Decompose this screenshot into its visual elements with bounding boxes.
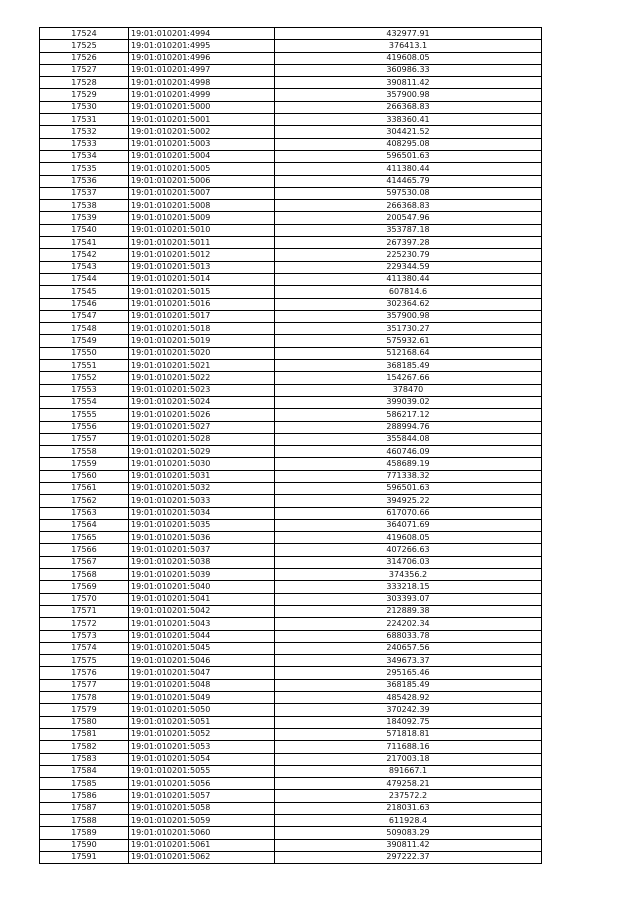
table-row <box>40 175 542 187</box>
table-row <box>40 692 542 704</box>
table-row <box>40 52 542 64</box>
row-number-cell: 17553 <box>40 384 129 396</box>
cadastral-number-cell: 19:01:010201:5048 <box>129 679 275 691</box>
value-cell: 217003.18 <box>275 753 542 765</box>
row-number-cell: 17534 <box>40 150 129 162</box>
cadastral-number-cell: 19:01:010201:5041 <box>129 593 275 605</box>
row-number-cell: 17585 <box>40 778 129 790</box>
cadastral-number-cell: 19:01:010201:5047 <box>129 667 275 679</box>
value-cell: 376413.1 <box>275 40 542 52</box>
row-number-cell: 17577 <box>40 679 129 691</box>
table-row <box>40 114 542 126</box>
row-number-cell: 17570 <box>40 593 129 605</box>
row-number-cell: 17569 <box>40 581 129 593</box>
value-cell: 357900.98 <box>275 89 542 101</box>
value-cell: 218031.63 <box>275 802 542 814</box>
table-row <box>40 532 542 544</box>
cadastral-number-cell: 19:01:010201:4995 <box>129 40 275 52</box>
data-table <box>39 27 542 864</box>
row-number-cell: 17572 <box>40 618 129 630</box>
table-row <box>40 495 542 507</box>
cadastral-number-cell: 19:01:010201:5027 <box>129 421 275 433</box>
row-number-cell: 17565 <box>40 532 129 544</box>
table-row <box>40 765 542 777</box>
row-number-cell: 17555 <box>40 409 129 421</box>
row-number-cell: 17588 <box>40 815 129 827</box>
cadastral-number-cell: 19:01:010201:5032 <box>129 482 275 494</box>
table-row <box>40 778 542 790</box>
value-cell: 225230.79 <box>275 249 542 261</box>
row-number-cell: 17567 <box>40 556 129 568</box>
row-number-cell: 17551 <box>40 360 129 372</box>
cadastral-number-cell: 19:01:010201:5044 <box>129 630 275 642</box>
cadastral-number-cell: 19:01:010201:5050 <box>129 704 275 716</box>
table-row <box>40 544 542 556</box>
table-row <box>40 851 542 863</box>
value-cell: 611928.4 <box>275 815 542 827</box>
row-number-cell: 17537 <box>40 187 129 199</box>
row-number-cell: 17582 <box>40 741 129 753</box>
cadastral-number-cell: 19:01:010201:5008 <box>129 200 275 212</box>
table-row <box>40 310 542 322</box>
cadastral-number-cell: 19:01:010201:5055 <box>129 765 275 777</box>
cadastral-number-cell: 19:01:010201:5062 <box>129 851 275 863</box>
table-row <box>40 273 542 285</box>
row-number-cell: 17568 <box>40 569 129 581</box>
row-number-cell: 17584 <box>40 765 129 777</box>
cadastral-number-cell: 19:01:010201:5038 <box>129 556 275 568</box>
row-number-cell: 17541 <box>40 237 129 249</box>
cadastral-number-cell: 19:01:010201:5042 <box>129 605 275 617</box>
cadastral-number-cell: 19:01:010201:4999 <box>129 89 275 101</box>
cadastral-number-cell: 19:01:010201:5059 <box>129 815 275 827</box>
table-row <box>40 679 542 691</box>
row-number-cell: 17528 <box>40 77 129 89</box>
cadastral-number-cell: 19:01:010201:5058 <box>129 802 275 814</box>
cadastral-number-cell: 19:01:010201:5001 <box>129 114 275 126</box>
table-row <box>40 433 542 445</box>
cadastral-number-cell: 19:01:010201:5014 <box>129 273 275 285</box>
row-number-cell: 17560 <box>40 470 129 482</box>
value-cell: 399039.02 <box>275 396 542 408</box>
row-number-cell: 17538 <box>40 200 129 212</box>
cadastral-number-cell: 19:01:010201:5005 <box>129 163 275 175</box>
value-cell: 364071.69 <box>275 519 542 531</box>
cadastral-number-cell: 19:01:010201:5018 <box>129 323 275 335</box>
row-number-cell: 17571 <box>40 605 129 617</box>
cadastral-number-cell: 19:01:010201:5054 <box>129 753 275 765</box>
value-cell: 357900.98 <box>275 310 542 322</box>
value-cell: 597530.08 <box>275 187 542 199</box>
cadastral-number-cell: 19:01:010201:5030 <box>129 458 275 470</box>
value-cell: 212889.38 <box>275 605 542 617</box>
value-cell: 479258.21 <box>275 778 542 790</box>
value-cell: 351730.27 <box>275 323 542 335</box>
row-number-cell: 17579 <box>40 704 129 716</box>
table-row <box>40 187 542 199</box>
value-cell: 432977.91 <box>275 28 542 40</box>
table-row <box>40 605 542 617</box>
table-row <box>40 581 542 593</box>
cadastral-number-cell: 19:01:010201:5017 <box>129 310 275 322</box>
table-row <box>40 200 542 212</box>
table-row <box>40 286 542 298</box>
row-number-cell: 17543 <box>40 261 129 273</box>
table-row <box>40 261 542 273</box>
row-number-cell: 17533 <box>40 138 129 150</box>
table-row <box>40 753 542 765</box>
table-row <box>40 790 542 802</box>
cadastral-number-cell: 19:01:010201:5013 <box>129 261 275 273</box>
cadastral-number-cell: 19:01:010201:5022 <box>129 372 275 384</box>
table-row <box>40 396 542 408</box>
cadastral-number-cell: 19:01:010201:4996 <box>129 52 275 64</box>
cadastral-number-cell: 19:01:010201:5036 <box>129 532 275 544</box>
table-row <box>40 77 542 89</box>
cadastral-number-cell: 19:01:010201:5015 <box>129 286 275 298</box>
table-row <box>40 593 542 605</box>
value-cell: 333218.15 <box>275 581 542 593</box>
cadastral-number-cell: 19:01:010201:5056 <box>129 778 275 790</box>
value-cell: 200547.96 <box>275 212 542 224</box>
value-cell: 586217.12 <box>275 409 542 421</box>
table-row <box>40 569 542 581</box>
row-number-cell: 17548 <box>40 323 129 335</box>
table-row <box>40 64 542 76</box>
value-cell: 184092.75 <box>275 716 542 728</box>
value-cell: 414465.79 <box>275 175 542 187</box>
row-number-cell: 17557 <box>40 433 129 445</box>
row-number-cell: 17586 <box>40 790 129 802</box>
cadastral-number-cell: 19:01:010201:5029 <box>129 446 275 458</box>
row-number-cell: 17535 <box>40 163 129 175</box>
cadastral-number-cell: 19:01:010201:5028 <box>129 433 275 445</box>
value-cell: 154267.66 <box>275 372 542 384</box>
cadastral-number-cell: 19:01:010201:5024 <box>129 396 275 408</box>
value-cell: 596501.63 <box>275 482 542 494</box>
cadastral-number-cell: 19:01:010201:5020 <box>129 347 275 359</box>
row-number-cell: 17529 <box>40 89 129 101</box>
value-cell: 267397.28 <box>275 237 542 249</box>
row-number-cell: 17576 <box>40 667 129 679</box>
value-cell: 302364.62 <box>275 298 542 310</box>
row-number-cell: 17583 <box>40 753 129 765</box>
table-row <box>40 655 542 667</box>
row-number-cell: 17552 <box>40 372 129 384</box>
value-cell: 485428.92 <box>275 692 542 704</box>
value-cell: 378470 <box>275 384 542 396</box>
value-cell: 266368.83 <box>275 101 542 113</box>
value-cell: 360986.33 <box>275 64 542 76</box>
value-cell: 575932.61 <box>275 335 542 347</box>
cadastral-number-cell: 19:01:010201:5000 <box>129 101 275 113</box>
table-row <box>40 323 542 335</box>
table-row <box>40 212 542 224</box>
cadastral-number-cell: 19:01:010201:5003 <box>129 138 275 150</box>
cadastral-number-cell: 19:01:010201:5002 <box>129 126 275 138</box>
cadastral-number-cell: 19:01:010201:5045 <box>129 642 275 654</box>
cadastral-number-cell: 19:01:010201:5061 <box>129 839 275 851</box>
value-cell: 411380.44 <box>275 163 542 175</box>
cadastral-number-cell: 19:01:010201:5009 <box>129 212 275 224</box>
row-number-cell: 17578 <box>40 692 129 704</box>
value-cell: 390811.42 <box>275 77 542 89</box>
table-row <box>40 249 542 261</box>
row-number-cell: 17539 <box>40 212 129 224</box>
cadastral-number-cell: 19:01:010201:5010 <box>129 224 275 236</box>
table-row <box>40 237 542 249</box>
cadastral-number-cell: 19:01:010201:5012 <box>129 249 275 261</box>
row-number-cell: 17525 <box>40 40 129 52</box>
row-number-cell: 17556 <box>40 421 129 433</box>
cadastral-number-cell: 19:01:010201:5004 <box>129 150 275 162</box>
value-cell: 419608.05 <box>275 532 542 544</box>
row-number-cell: 17591 <box>40 851 129 863</box>
table-row <box>40 163 542 175</box>
value-cell: 237572.2 <box>275 790 542 802</box>
cadastral-number-cell: 19:01:010201:5033 <box>129 495 275 507</box>
row-number-cell: 17558 <box>40 446 129 458</box>
row-number-cell: 17547 <box>40 310 129 322</box>
cadastral-number-cell: 19:01:010201:5046 <box>129 655 275 667</box>
row-number-cell: 17575 <box>40 655 129 667</box>
value-cell: 509083.29 <box>275 827 542 839</box>
table-row <box>40 458 542 470</box>
value-cell: 266368.83 <box>275 200 542 212</box>
cadastral-number-cell: 19:01:010201:5035 <box>129 519 275 531</box>
row-number-cell: 17590 <box>40 839 129 851</box>
value-cell: 297222.37 <box>275 851 542 863</box>
value-cell: 370242.39 <box>275 704 542 716</box>
row-number-cell: 17545 <box>40 286 129 298</box>
cadastral-number-cell: 19:01:010201:5019 <box>129 335 275 347</box>
table-row <box>40 28 542 40</box>
cadastral-number-cell: 19:01:010201:5057 <box>129 790 275 802</box>
cadastral-number-cell: 19:01:010201:4994 <box>129 28 275 40</box>
row-number-cell: 17574 <box>40 642 129 654</box>
cadastral-number-cell: 19:01:010201:5016 <box>129 298 275 310</box>
cadastral-number-cell: 19:01:010201:5052 <box>129 728 275 740</box>
row-number-cell: 17549 <box>40 335 129 347</box>
cadastral-number-cell: 19:01:010201:5031 <box>129 470 275 482</box>
cadastral-number-cell: 19:01:010201:5040 <box>129 581 275 593</box>
table-row <box>40 827 542 839</box>
value-cell: 295165.46 <box>275 667 542 679</box>
row-number-cell: 17566 <box>40 544 129 556</box>
cadastral-number-cell: 19:01:010201:5007 <box>129 187 275 199</box>
table-row <box>40 630 542 642</box>
value-cell: 771338.32 <box>275 470 542 482</box>
table-row <box>40 224 542 236</box>
table-row <box>40 728 542 740</box>
value-cell: 303393.07 <box>275 593 542 605</box>
cadastral-number-cell: 19:01:010201:5026 <box>129 409 275 421</box>
table-row <box>40 335 542 347</box>
value-cell: 460746.09 <box>275 446 542 458</box>
cadastral-number-cell: 19:01:010201:5006 <box>129 175 275 187</box>
row-number-cell: 17573 <box>40 630 129 642</box>
table-row <box>40 89 542 101</box>
cadastral-number-cell: 19:01:010201:5011 <box>129 237 275 249</box>
row-number-cell: 17536 <box>40 175 129 187</box>
table-body <box>40 28 542 864</box>
row-number-cell: 17532 <box>40 126 129 138</box>
row-number-cell: 17589 <box>40 827 129 839</box>
table-row <box>40 138 542 150</box>
row-number-cell: 17540 <box>40 224 129 236</box>
table-row <box>40 446 542 458</box>
value-cell: 394925.22 <box>275 495 542 507</box>
cadastral-number-cell: 19:01:010201:5051 <box>129 716 275 728</box>
value-cell: 229344.59 <box>275 261 542 273</box>
row-number-cell: 17550 <box>40 347 129 359</box>
cadastral-number-cell: 19:01:010201:5043 <box>129 618 275 630</box>
row-number-cell: 17563 <box>40 507 129 519</box>
value-cell: 411380.44 <box>275 273 542 285</box>
row-number-cell: 17526 <box>40 52 129 64</box>
cadastral-number-cell: 19:01:010201:5021 <box>129 360 275 372</box>
table-row <box>40 482 542 494</box>
table-row <box>40 150 542 162</box>
table-row <box>40 372 542 384</box>
value-cell: 240657.56 <box>275 642 542 654</box>
row-number-cell: 17581 <box>40 728 129 740</box>
table-row <box>40 421 542 433</box>
cadastral-number-cell: 19:01:010201:4997 <box>129 64 275 76</box>
value-cell: 419608.05 <box>275 52 542 64</box>
value-cell: 338360.41 <box>275 114 542 126</box>
row-number-cell: 17524 <box>40 28 129 40</box>
value-cell: 596501.63 <box>275 150 542 162</box>
table-row <box>40 741 542 753</box>
table-row <box>40 101 542 113</box>
value-cell: 688033.78 <box>275 630 542 642</box>
value-cell: 374356.2 <box>275 569 542 581</box>
row-number-cell: 17561 <box>40 482 129 494</box>
table-row <box>40 40 542 52</box>
value-cell: 711688.16 <box>275 741 542 753</box>
row-number-cell: 17542 <box>40 249 129 261</box>
table-row <box>40 384 542 396</box>
table-row <box>40 802 542 814</box>
value-cell: 617070.66 <box>275 507 542 519</box>
row-number-cell: 17562 <box>40 495 129 507</box>
value-cell: 288994.76 <box>275 421 542 433</box>
table-row <box>40 704 542 716</box>
table-row <box>40 667 542 679</box>
value-cell: 349673.37 <box>275 655 542 667</box>
cadastral-number-cell: 19:01:010201:5053 <box>129 741 275 753</box>
value-cell: 512168.64 <box>275 347 542 359</box>
row-number-cell: 17531 <box>40 114 129 126</box>
row-number-cell: 17580 <box>40 716 129 728</box>
row-number-cell: 17554 <box>40 396 129 408</box>
value-cell: 458689.19 <box>275 458 542 470</box>
row-number-cell: 17564 <box>40 519 129 531</box>
cadastral-number-cell: 19:01:010201:5060 <box>129 827 275 839</box>
table-row <box>40 126 542 138</box>
value-cell: 407266.63 <box>275 544 542 556</box>
cadastral-number-cell: 19:01:010201:5037 <box>129 544 275 556</box>
value-cell: 355844.08 <box>275 433 542 445</box>
table-row <box>40 519 542 531</box>
table-row <box>40 507 542 519</box>
row-number-cell: 17546 <box>40 298 129 310</box>
value-cell: 891667.1 <box>275 765 542 777</box>
table-row <box>40 618 542 630</box>
table-row <box>40 347 542 359</box>
value-cell: 304421.52 <box>275 126 542 138</box>
value-cell: 368185.49 <box>275 360 542 372</box>
table-row <box>40 470 542 482</box>
value-cell: 314706.03 <box>275 556 542 568</box>
value-cell: 368185.49 <box>275 679 542 691</box>
row-number-cell: 17559 <box>40 458 129 470</box>
table-row <box>40 815 542 827</box>
row-number-cell: 17530 <box>40 101 129 113</box>
value-cell: 408295.08 <box>275 138 542 150</box>
table-row <box>40 360 542 372</box>
value-cell: 571818.81 <box>275 728 542 740</box>
value-cell: 390811.42 <box>275 839 542 851</box>
row-number-cell: 17544 <box>40 273 129 285</box>
cadastral-number-cell: 19:01:010201:5023 <box>129 384 275 396</box>
table-row <box>40 409 542 421</box>
value-cell: 353787.18 <box>275 224 542 236</box>
table-row <box>40 716 542 728</box>
row-number-cell: 17587 <box>40 802 129 814</box>
table-row <box>40 556 542 568</box>
cadastral-number-cell: 19:01:010201:5049 <box>129 692 275 704</box>
cadastral-number-cell: 19:01:010201:4998 <box>129 77 275 89</box>
row-number-cell: 17527 <box>40 64 129 76</box>
cadastral-number-cell: 19:01:010201:5034 <box>129 507 275 519</box>
cadastral-number-cell: 19:01:010201:5039 <box>129 569 275 581</box>
value-cell: 607814.6 <box>275 286 542 298</box>
value-cell: 224202.34 <box>275 618 542 630</box>
table-row <box>40 298 542 310</box>
table-row <box>40 839 542 851</box>
table-row <box>40 642 542 654</box>
